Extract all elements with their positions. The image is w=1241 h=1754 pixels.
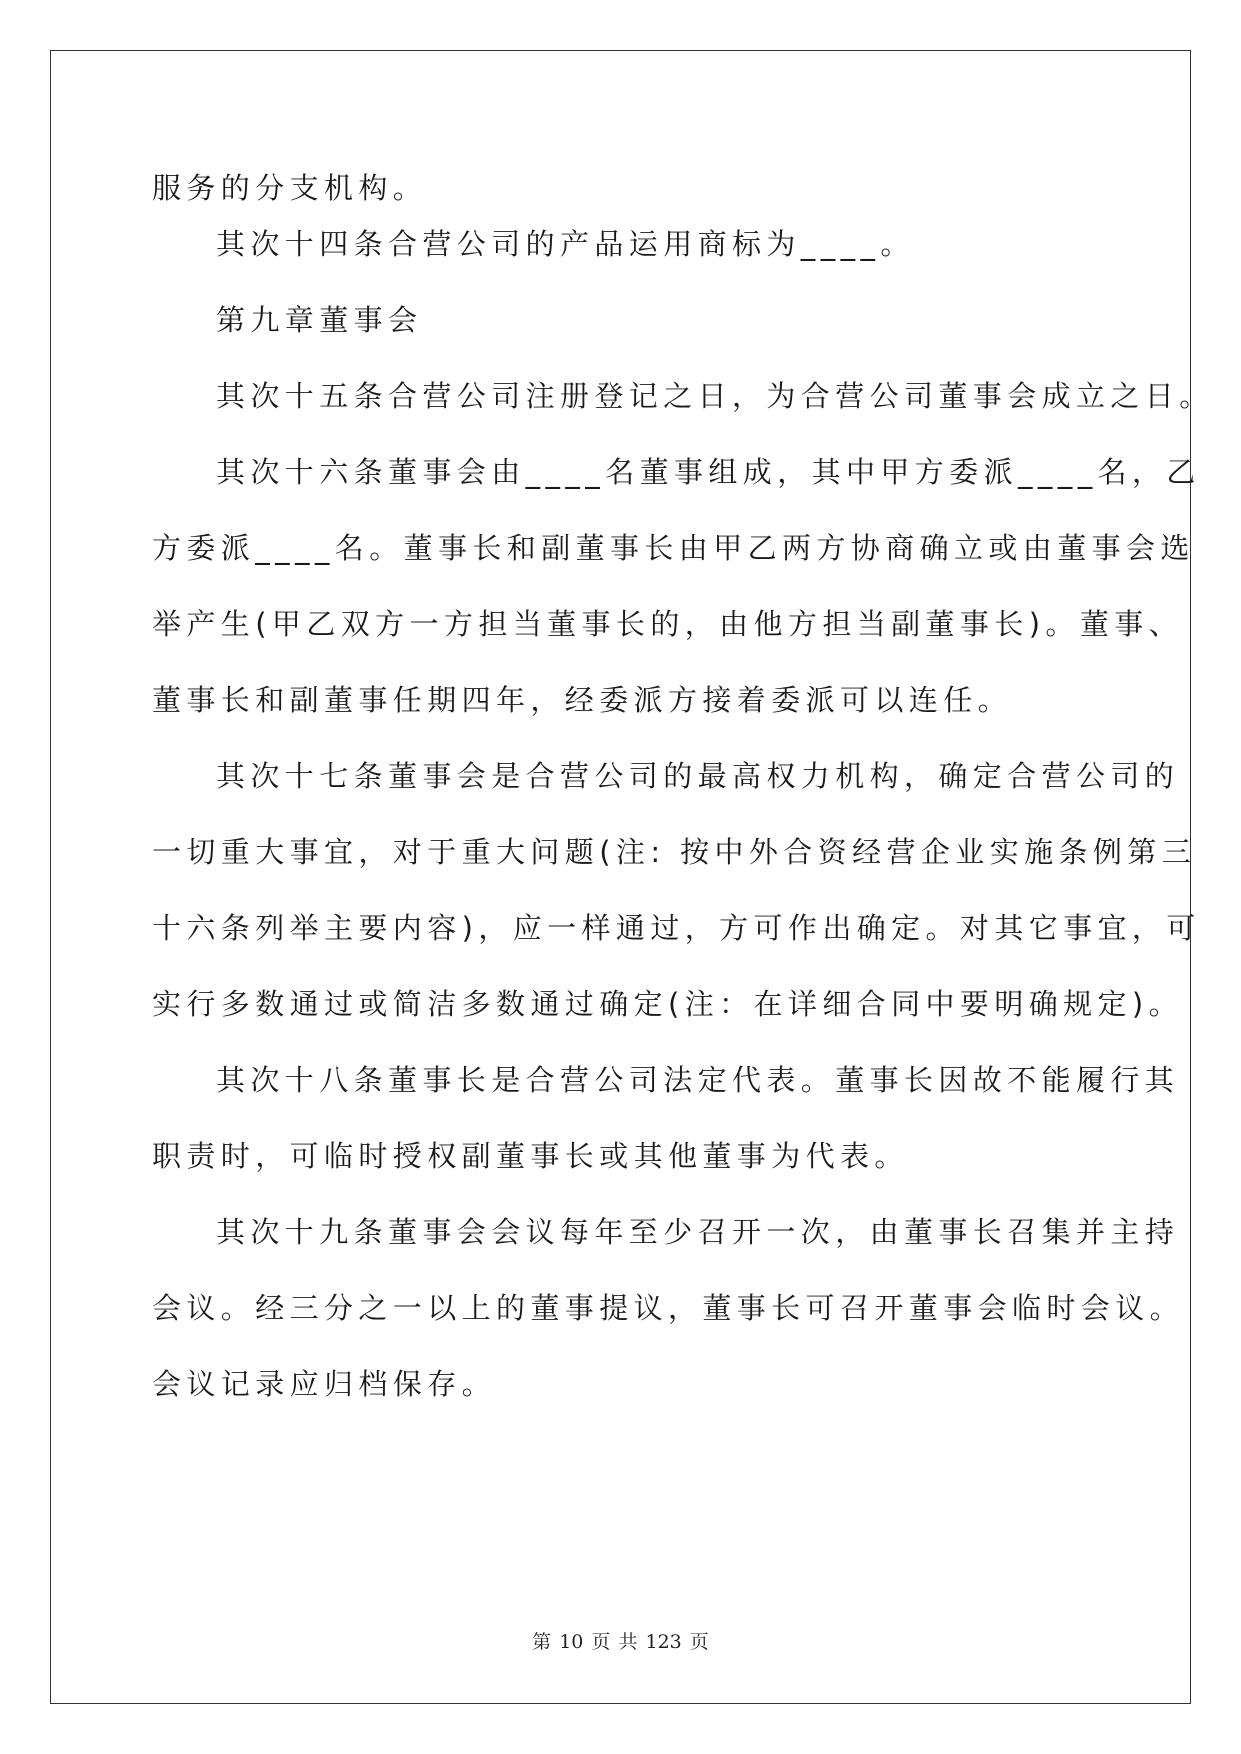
text-line: 其次十五条合营公司注册登记之日，为合营公司董事会成立之日。: [216, 379, 1214, 413]
section-heading: 第九章董事会: [216, 303, 423, 337]
text-line: 其次十七条董事会是合营公司的最高权力机构，确定合营公司的: [216, 759, 1180, 793]
text-line: 举产生(甲乙双方一方担当董事长的，由他方担当副董事长)。董事、: [152, 607, 1184, 641]
text-line: 会议记录应归档保存。: [152, 1367, 497, 1401]
text-line: 其次十四条合营公司的产品运用商标为____。: [216, 227, 915, 261]
text-line: 十六条列举主要内容)，应一样通过，方可作出确定。对其它事宜，可: [152, 911, 1201, 945]
text-line: 其次十九条董事会会议每年至少召开一次，由董事长召集并主持: [216, 1215, 1180, 1249]
text-line: 服务的分支机构。: [152, 171, 428, 205]
text-line: 职责时，可临时授权副董事长或其他董事为代表。: [152, 1139, 909, 1173]
text-line: 其次十六条董事会由____名董事组成，其中甲方委派____名，乙: [216, 455, 1201, 489]
text-line: 其次十八条董事长是合营公司法定代表。董事长因故不能履行其: [216, 1063, 1180, 1097]
text-line: 会议。经三分之一以上的董事提议，董事长可召开董事会临时会议。: [152, 1291, 1185, 1325]
page-border: [50, 50, 1214, 1704]
text-line: 一切重大事宜，对于重大问题(注: 按中外合资经营企业实施条例第三: [152, 835, 1197, 869]
text-line: 方委派____名。董事长和副董事长由甲乙两方协商确立或由董事会选: [152, 531, 1195, 565]
text-line: 实行多数通过或简洁多数通过确定(注：在详细合同中要明确规定)。: [152, 987, 1184, 1021]
text-line: 董事长和副董事任期四年，经委派方接着委派可以连任。: [152, 683, 1013, 717]
page-number: 第 10 页 共 123 页: [532, 1631, 709, 1653]
